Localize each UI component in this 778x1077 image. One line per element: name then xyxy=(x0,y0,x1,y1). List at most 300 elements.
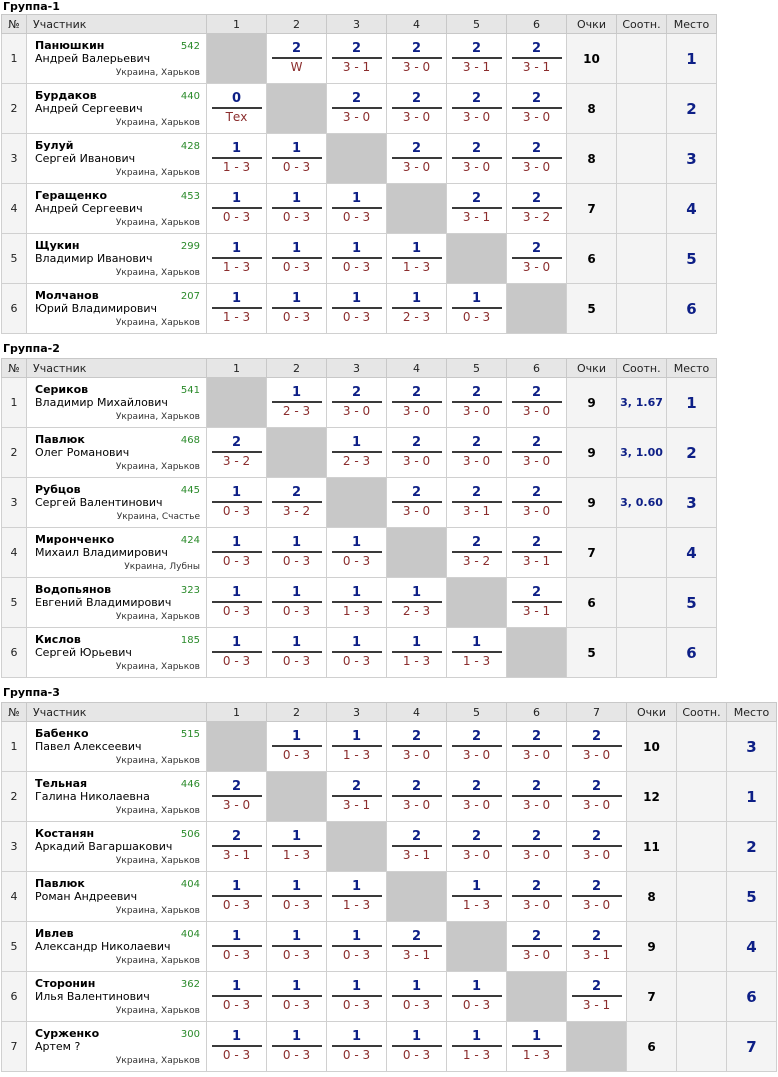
match-points: 2 xyxy=(452,435,502,453)
match-cell[interactable] xyxy=(207,922,267,972)
participant-surname[interactable]: Молчанов xyxy=(35,289,99,302)
total-points: 12 xyxy=(627,772,677,822)
diagonal-cell xyxy=(507,628,567,678)
match-result: 3 - 2 xyxy=(522,210,551,224)
match-score-box xyxy=(272,729,322,764)
header-row xyxy=(2,359,717,378)
participant-cell xyxy=(27,922,207,972)
match-cell[interactable] xyxy=(447,1022,507,1072)
match-score-box xyxy=(212,191,262,226)
match-result: 3 - 1 xyxy=(462,60,491,74)
header-points: Очки xyxy=(627,703,677,722)
header-col-3: 3 xyxy=(327,703,387,722)
match-cell[interactable] xyxy=(507,922,567,972)
diagonal-cell xyxy=(507,972,567,1022)
participant-rating: 404 xyxy=(180,879,200,890)
match-cell[interactable] xyxy=(267,478,327,528)
match-points: 2 xyxy=(392,435,442,453)
participant-firstname: Юрий Владимирович xyxy=(35,302,158,315)
match-cell[interactable] xyxy=(207,428,267,478)
participant-surname[interactable]: Сериков xyxy=(35,383,89,396)
match-cell[interactable] xyxy=(447,184,507,234)
match-cell[interactable] xyxy=(267,1022,327,1072)
match-points: 1 xyxy=(392,635,442,653)
match-cell[interactable] xyxy=(387,34,447,84)
match-cell[interactable] xyxy=(507,184,567,234)
match-result: 3 - 0 xyxy=(522,160,551,174)
match-points: 1 xyxy=(332,585,382,603)
match-score-box xyxy=(512,1029,562,1064)
match-cell[interactable] xyxy=(207,284,267,334)
match-result: 3 - 0 xyxy=(402,110,431,124)
match-score-box xyxy=(332,41,382,76)
match-score-box xyxy=(512,729,562,764)
match-cell[interactable] xyxy=(387,134,447,184)
match-points: 2 xyxy=(512,485,562,503)
table-row xyxy=(2,84,717,134)
match-cell[interactable] xyxy=(447,34,507,84)
match-points: 2 xyxy=(512,729,562,747)
row-number: 4 xyxy=(2,872,27,922)
match-result: 0 - 3 xyxy=(222,654,251,668)
row-number: 3 xyxy=(2,478,27,528)
participant-firstname: Артем ? xyxy=(35,1040,81,1053)
match-cell[interactable] xyxy=(387,972,447,1022)
match-result: 1 - 3 xyxy=(462,654,491,668)
match-cell[interactable] xyxy=(207,1022,267,1072)
total-points: 6 xyxy=(567,234,617,284)
total-points: 9 xyxy=(627,922,677,972)
match-cell[interactable] xyxy=(447,528,507,578)
match-cell[interactable] xyxy=(387,284,447,334)
match-score-box xyxy=(452,485,502,520)
match-cell[interactable] xyxy=(567,872,627,922)
match-points: 2 xyxy=(512,241,562,259)
match-cell[interactable] xyxy=(267,184,327,234)
match-points: 1 xyxy=(452,291,502,309)
match-cell[interactable] xyxy=(387,1022,447,1072)
header-points: Очки xyxy=(567,359,617,378)
match-cell[interactable] xyxy=(507,234,567,284)
participant-surname[interactable]: Рубцов xyxy=(35,483,81,496)
participant-surname[interactable]: Геращенко xyxy=(35,189,108,202)
participant-firstname: Сергей Юрьевич xyxy=(35,646,132,659)
match-cell[interactable] xyxy=(327,872,387,922)
participant-firstname: Сергей Иванович xyxy=(35,152,136,165)
match-cell[interactable] xyxy=(207,84,267,134)
match-cell[interactable] xyxy=(207,628,267,678)
match-result: 3 - 2 xyxy=(462,554,491,568)
match-cell[interactable] xyxy=(327,922,387,972)
participant-surname[interactable]: Панюшкин xyxy=(35,39,105,52)
total-points: 8 xyxy=(567,134,617,184)
match-cell[interactable] xyxy=(267,528,327,578)
match-score-box xyxy=(512,435,562,470)
match-points: 1 xyxy=(272,879,322,897)
match-cell[interactable] xyxy=(507,84,567,134)
match-score-box xyxy=(272,535,322,570)
match-cell[interactable] xyxy=(327,578,387,628)
match-cell[interactable] xyxy=(507,578,567,628)
place-value: 7 xyxy=(727,1022,777,1072)
match-cell[interactable] xyxy=(507,822,567,872)
match-cell[interactable] xyxy=(327,628,387,678)
header-ratio: Соотн. xyxy=(617,359,667,378)
diagonal-cell xyxy=(327,134,387,184)
match-cell[interactable] xyxy=(327,772,387,822)
participant-surname[interactable]: Миронченко xyxy=(35,533,115,546)
match-cell[interactable] xyxy=(327,234,387,284)
place-value: 4 xyxy=(667,528,717,578)
match-cell[interactable] xyxy=(387,378,447,428)
table-row xyxy=(2,822,777,872)
match-points: 2 xyxy=(332,779,382,797)
match-cell[interactable] xyxy=(207,972,267,1022)
place-value: 3 xyxy=(667,134,717,184)
match-score-box xyxy=(572,929,622,964)
match-result: 3 - 1 xyxy=(402,848,431,862)
match-points: 2 xyxy=(512,41,562,59)
participant-surname[interactable]: Костанян xyxy=(35,827,95,840)
participant-cell xyxy=(27,84,207,134)
place-value: 1 xyxy=(727,772,777,822)
match-cell[interactable] xyxy=(267,134,327,184)
match-points: 1 xyxy=(272,241,322,259)
match-cell[interactable] xyxy=(387,822,447,872)
participant-surname[interactable]: Тельная xyxy=(35,777,88,790)
participant-city: Украина, Харьков xyxy=(115,662,200,672)
match-cell[interactable] xyxy=(507,478,567,528)
match-cell[interactable] xyxy=(207,478,267,528)
row-number: 5 xyxy=(2,578,27,628)
header-col-7: 7 xyxy=(567,703,627,722)
participant-surname[interactable]: Сторонин xyxy=(35,977,96,990)
total-points: 7 xyxy=(567,528,617,578)
match-score-box xyxy=(272,1029,322,1064)
match-result: 0 - 3 xyxy=(282,160,311,174)
header-row xyxy=(2,703,777,722)
match-score-box xyxy=(272,485,322,520)
participant-cell xyxy=(27,872,207,922)
participant-surname[interactable]: Ивлев xyxy=(35,927,74,940)
match-points: 1 xyxy=(452,1029,502,1047)
match-points: 2 xyxy=(572,929,622,947)
participant-city: Украина, Харьков xyxy=(115,612,200,622)
match-score-box xyxy=(392,635,442,670)
match-result: 0 - 3 xyxy=(402,1048,431,1062)
header-ratio: Соотн. xyxy=(677,703,727,722)
participant-cell xyxy=(27,134,207,184)
match-score-box xyxy=(512,829,562,864)
match-points: 2 xyxy=(212,435,262,453)
match-cell[interactable] xyxy=(387,84,447,134)
match-score-box xyxy=(272,291,322,326)
match-cell[interactable] xyxy=(507,428,567,478)
match-cell[interactable] xyxy=(267,822,327,872)
match-cell[interactable] xyxy=(567,972,627,1022)
match-points: 2 xyxy=(452,91,502,109)
match-cell[interactable] xyxy=(267,234,327,284)
match-cell[interactable] xyxy=(387,428,447,478)
ratio-value: 3, 0.60 xyxy=(617,478,667,528)
header-num: № xyxy=(2,15,27,34)
match-result: 1 - 3 xyxy=(222,160,251,174)
match-result: 3 - 0 xyxy=(402,504,431,518)
row-number: 4 xyxy=(2,184,27,234)
table-row xyxy=(2,872,777,922)
match-cell[interactable] xyxy=(267,378,327,428)
match-score-box xyxy=(452,91,502,126)
match-points: 2 xyxy=(392,141,442,159)
participant-cell xyxy=(27,378,207,428)
match-cell[interactable] xyxy=(267,722,327,772)
row-number: 3 xyxy=(2,134,27,184)
match-score-box xyxy=(392,435,442,470)
match-cell[interactable] xyxy=(507,772,567,822)
match-result: 0 - 3 xyxy=(222,948,251,962)
place-value: 1 xyxy=(667,378,717,428)
match-points: 2 xyxy=(332,385,382,403)
match-score-box xyxy=(392,141,442,176)
match-cell[interactable] xyxy=(207,578,267,628)
participant-firstname: Андрей Сергеевич xyxy=(35,102,143,115)
match-score-box xyxy=(392,729,442,764)
participant-city: Украина, Лубны xyxy=(124,562,200,572)
match-score-box xyxy=(392,829,442,864)
match-cell[interactable] xyxy=(207,772,267,822)
participant-cell xyxy=(27,722,207,772)
table-row xyxy=(2,772,777,822)
match-cell[interactable] xyxy=(387,628,447,678)
match-points: 1 xyxy=(332,435,382,453)
match-cell[interactable] xyxy=(267,34,327,84)
participant-rating: 424 xyxy=(180,535,200,546)
match-result: 0 - 3 xyxy=(222,1048,251,1062)
participant-rating: 323 xyxy=(180,585,200,596)
match-score-box xyxy=(332,879,382,914)
match-score-box xyxy=(392,585,442,620)
match-points: 2 xyxy=(452,191,502,209)
match-cell[interactable] xyxy=(507,378,567,428)
match-cell[interactable] xyxy=(327,378,387,428)
match-cell[interactable] xyxy=(387,722,447,772)
match-result: 3 - 0 xyxy=(522,848,551,862)
participant-rating: 445 xyxy=(180,485,200,496)
results-table xyxy=(1,14,717,334)
match-cell[interactable] xyxy=(207,234,267,284)
match-result: 0 - 3 xyxy=(222,998,251,1012)
total-points: 9 xyxy=(567,378,617,428)
match-cell[interactable] xyxy=(507,34,567,84)
match-cell[interactable] xyxy=(507,872,567,922)
match-score-box xyxy=(452,829,502,864)
match-cell[interactable] xyxy=(447,478,507,528)
match-cell[interactable] xyxy=(507,722,567,772)
match-cell[interactable] xyxy=(207,528,267,578)
match-result: 0 - 3 xyxy=(342,1048,371,1062)
match-cell[interactable] xyxy=(507,1022,567,1072)
header-col-2: 2 xyxy=(267,359,327,378)
match-cell[interactable] xyxy=(447,722,507,772)
header-place: Место xyxy=(667,15,717,34)
match-score-box xyxy=(392,385,442,420)
match-score-box xyxy=(272,979,322,1014)
match-score-box xyxy=(392,779,442,814)
match-cell[interactable] xyxy=(447,972,507,1022)
place-value: 6 xyxy=(667,284,717,334)
match-score-box xyxy=(212,635,262,670)
match-cell[interactable] xyxy=(267,628,327,678)
match-points: 1 xyxy=(392,979,442,997)
match-result: 0 - 3 xyxy=(282,1048,311,1062)
match-points: 2 xyxy=(512,929,562,947)
match-cell[interactable] xyxy=(267,284,327,334)
participant-surname[interactable]: Водопьянов xyxy=(35,583,112,596)
match-cell[interactable] xyxy=(327,528,387,578)
match-points: 2 xyxy=(452,385,502,403)
match-cell[interactable] xyxy=(387,772,447,822)
match-points: 1 xyxy=(452,635,502,653)
participant-cell xyxy=(27,772,207,822)
match-cell[interactable] xyxy=(447,284,507,334)
participant-surname[interactable]: Павлюк xyxy=(35,433,85,446)
total-points: 6 xyxy=(627,1022,677,1072)
match-cell[interactable] xyxy=(267,872,327,922)
match-cell[interactable] xyxy=(567,722,627,772)
match-result: 3 - 0 xyxy=(402,748,431,762)
match-result: 3 - 2 xyxy=(282,504,311,518)
match-cell[interactable] xyxy=(327,972,387,1022)
results-table xyxy=(1,358,717,678)
match-cell[interactable] xyxy=(567,922,627,972)
match-cell[interactable] xyxy=(207,822,267,872)
match-cell[interactable] xyxy=(387,234,447,284)
match-result: 1 - 3 xyxy=(222,310,251,324)
match-cell[interactable] xyxy=(327,34,387,84)
header-col-1: 1 xyxy=(207,15,267,34)
match-cell[interactable] xyxy=(567,772,627,822)
match-cell[interactable] xyxy=(207,872,267,922)
match-points: 1 xyxy=(272,585,322,603)
match-cell[interactable] xyxy=(387,578,447,628)
match-cell[interactable] xyxy=(447,822,507,872)
ratio-value xyxy=(617,284,667,334)
match-result: 1 - 3 xyxy=(342,748,371,762)
match-result: 3 - 1 xyxy=(402,948,431,962)
participant-surname[interactable]: Щукин xyxy=(35,239,80,252)
match-cell[interactable] xyxy=(507,134,567,184)
match-result: 3 - 1 xyxy=(342,60,371,74)
match-result: 3 - 0 xyxy=(462,404,491,418)
participant-city: Украина, Харьков xyxy=(115,68,200,78)
place-value: 5 xyxy=(667,578,717,628)
total-points: 7 xyxy=(627,972,677,1022)
match-cell[interactable] xyxy=(327,428,387,478)
total-points: 9 xyxy=(567,478,617,528)
match-score-box xyxy=(572,779,622,814)
match-score-box xyxy=(512,535,562,570)
match-result: 3 - 0 xyxy=(522,260,551,274)
diagonal-cell xyxy=(207,34,267,84)
match-points: 2 xyxy=(452,141,502,159)
participant-rating: 453 xyxy=(180,191,200,202)
diagonal-cell xyxy=(207,378,267,428)
diagonal-cell xyxy=(267,772,327,822)
match-result: 3 - 0 xyxy=(342,110,371,124)
group-title: Группа-2 xyxy=(3,342,60,355)
match-score-box xyxy=(212,435,262,470)
match-score-box xyxy=(212,485,262,520)
match-score-box xyxy=(392,291,442,326)
match-score-box xyxy=(332,585,382,620)
match-cell[interactable] xyxy=(267,578,327,628)
match-cell[interactable] xyxy=(267,922,327,972)
match-cell[interactable] xyxy=(447,378,507,428)
match-score-box xyxy=(332,779,382,814)
match-cell[interactable] xyxy=(267,972,327,1022)
match-cell[interactable] xyxy=(387,922,447,972)
match-points: 2 xyxy=(512,879,562,897)
match-points: 1 xyxy=(212,585,262,603)
ratio-value xyxy=(617,84,667,134)
match-score-box xyxy=(452,191,502,226)
match-cell[interactable] xyxy=(327,84,387,134)
place-value: 6 xyxy=(667,628,717,678)
table-row xyxy=(2,922,777,972)
match-cell[interactable] xyxy=(447,84,507,134)
match-cell[interactable] xyxy=(447,134,507,184)
row-number: 5 xyxy=(2,234,27,284)
participant-surname[interactable]: Булуй xyxy=(35,139,74,152)
match-cell[interactable] xyxy=(327,722,387,772)
match-score-box xyxy=(272,385,322,420)
participant-surname[interactable]: Бабенко xyxy=(35,727,89,740)
participant-surname[interactable]: Сурженко xyxy=(35,1027,100,1040)
match-cell[interactable] xyxy=(447,772,507,822)
row-number: 6 xyxy=(2,628,27,678)
match-cell[interactable] xyxy=(327,1022,387,1072)
participant-cell xyxy=(27,284,207,334)
match-cell[interactable] xyxy=(207,184,267,234)
participant-surname[interactable]: Бурдаков xyxy=(35,89,97,102)
participant-surname[interactable]: Павлюк xyxy=(35,877,85,890)
match-cell[interactable] xyxy=(447,428,507,478)
match-cell[interactable] xyxy=(387,478,447,528)
match-cell[interactable] xyxy=(207,134,267,184)
match-cell[interactable] xyxy=(507,528,567,578)
match-score-box xyxy=(452,979,502,1014)
table-row xyxy=(2,972,777,1022)
ratio-value xyxy=(677,822,727,872)
match-result: 3 - 0 xyxy=(402,454,431,468)
match-cell[interactable] xyxy=(327,284,387,334)
match-result: 1 - 3 xyxy=(402,260,431,274)
match-points: 1 xyxy=(332,729,382,747)
participant-cell xyxy=(27,578,207,628)
match-cell[interactable] xyxy=(447,628,507,678)
match-result: 0 - 3 xyxy=(222,504,251,518)
total-points: 10 xyxy=(567,34,617,84)
participant-surname[interactable]: Кислов xyxy=(35,633,81,646)
match-cell[interactable] xyxy=(567,822,627,872)
match-cell[interactable] xyxy=(447,872,507,922)
match-score-box xyxy=(332,1029,382,1064)
match-cell[interactable] xyxy=(327,184,387,234)
diagonal-cell xyxy=(507,284,567,334)
ratio-value xyxy=(617,34,667,84)
participant-city: Украина, Харьков xyxy=(115,168,200,178)
header-col-5: 5 xyxy=(447,703,507,722)
